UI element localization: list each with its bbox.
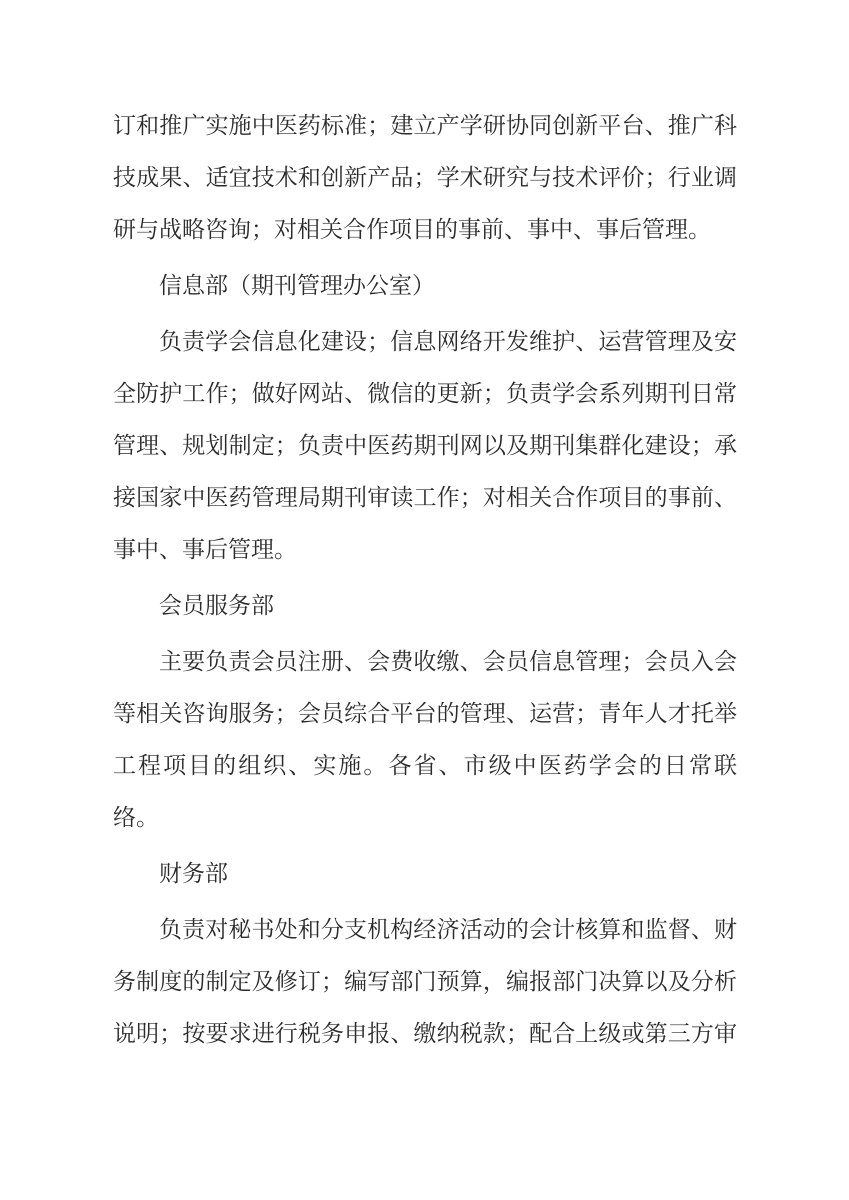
document-body — [113, 100, 737, 1060]
paragraph-line: 说明；按要求进行税务申报、缴纳税款；配合上级或第三方审 — [113, 1021, 737, 1046]
paragraph-line: 研与战略咨询；对相关合作项目的事前、事中、事后管理。 — [113, 217, 711, 242]
paragraph-line: 主要负责会员注册、会费收缴、会员信息管理；会员入会 — [159, 649, 737, 674]
paragraph — [113, 100, 737, 256]
section-heading — [113, 580, 737, 632]
paragraph-line: 全防护工作；做好网站、微信的更新；负责学会系列期刊日常 — [113, 381, 737, 406]
paragraph-line: 管理、规划制定；负责中医药期刊网以及期刊集群化建设；承 — [113, 433, 737, 458]
paragraph-line: 工程项目的组织、实施。各省、市级中医药学会的日常联 — [113, 753, 737, 778]
paragraph-line: 等相关咨询服务；会员综合平台的管理、运营；青年人才托举 — [113, 701, 737, 726]
paragraph — [113, 904, 737, 1060]
paragraph-line: 事中、事后管理。 — [113, 537, 297, 562]
paragraph-line: 接国家中医药管理局期刊审读工作；对相关合作项目的事前、 — [113, 485, 737, 510]
paragraph-line: 技成果、适宜技术和创新产品；学术研究与技术评价；行业调 — [113, 165, 737, 190]
paragraph — [113, 636, 737, 844]
section-heading — [113, 848, 737, 900]
paragraph-line: 订和推广实施中医药标准；建立产学研协同创新平台、推广科 — [113, 113, 737, 138]
section-heading — [113, 260, 737, 312]
paragraph — [113, 316, 737, 576]
heading-line: 会员服务部 — [159, 593, 274, 618]
paragraph-line: 络。 — [113, 805, 159, 830]
heading-line: 信息部（期刊管理办公室） — [159, 273, 435, 298]
heading-line: 财务部 — [159, 861, 228, 886]
paragraph-line: 负责对秘书处和分支机构经济活动的会计核算和监督、财 — [159, 917, 737, 942]
paragraph-line: 务制度的制定及修订；编写部门预算，编报部门决算以及分析 — [113, 969, 737, 994]
paragraph-line: 负责学会信息化建设；信息网络开发维护、运营管理及安 — [159, 329, 737, 354]
